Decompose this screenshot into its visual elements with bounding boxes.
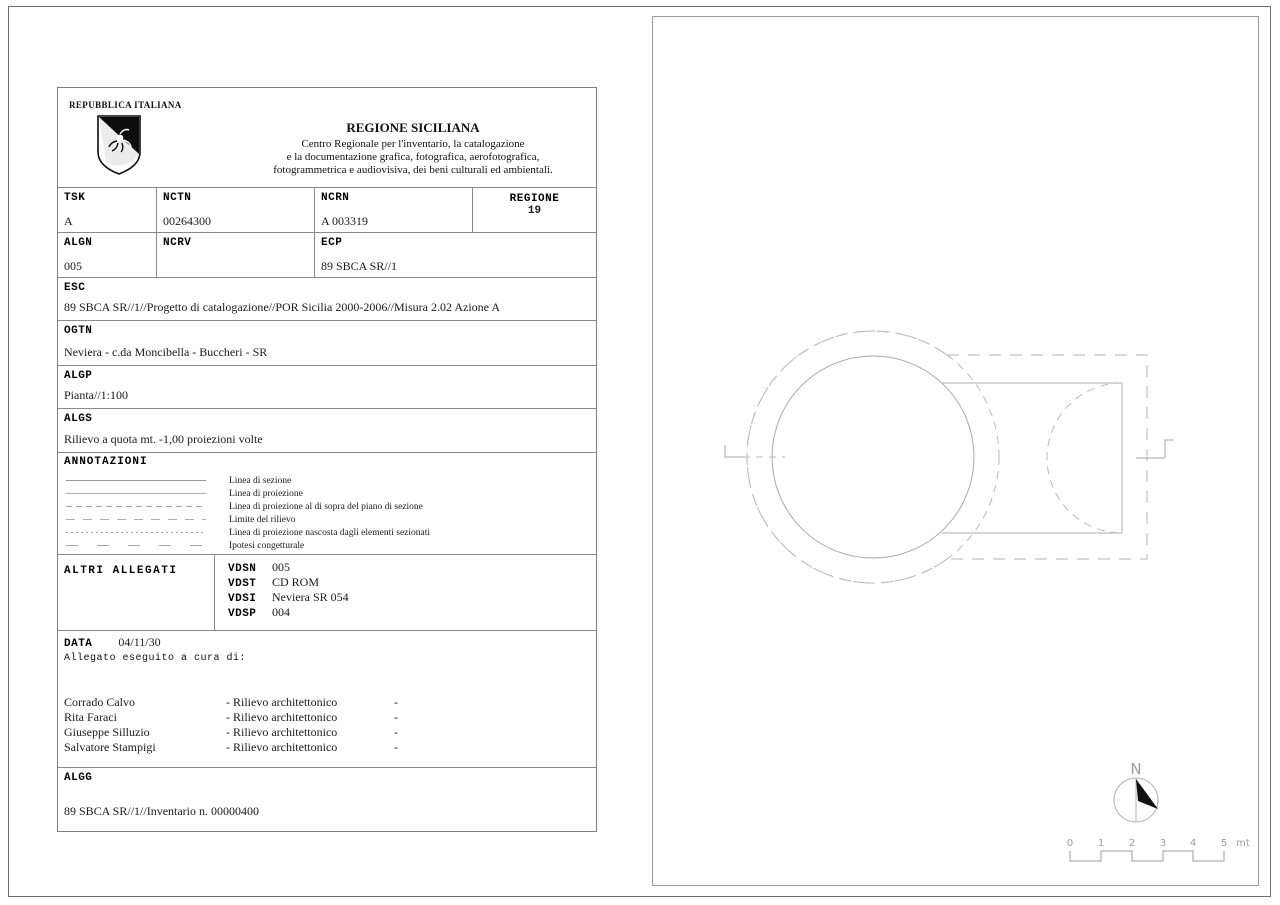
algg-label: ALGG	[64, 772, 93, 784]
legend-label: Linea di sezione	[229, 475, 292, 486]
region-subtitle-line-3: fotogrammetrica e audiovisiva, dei beni culturali ed ambientali.	[273, 164, 553, 176]
field-ecp	[315, 233, 596, 277]
algs-value: Rilievo a quota mt. -1,00 proiezioni volte	[64, 432, 263, 446]
field-algs	[58, 409, 596, 453]
legend-label: Linea di proiezione al di sopra del piano di sezione	[229, 501, 423, 512]
legend-label: Linea di proiezione nascosta dagli elementi sezionati	[229, 527, 431, 538]
hidden-line-sample	[66, 532, 206, 533]
section-mark-right	[1136, 440, 1174, 458]
ncrn-label: NCRN	[321, 192, 350, 204]
scale-bar	[1067, 838, 1250, 861]
form-header	[58, 88, 596, 188]
projection-line-sample	[66, 493, 206, 494]
vds-row	[228, 605, 596, 620]
vdsn-value: 005	[272, 560, 290, 574]
field-regione	[473, 188, 596, 232]
data-date: 04/11/30	[118, 635, 161, 649]
sicilia-coat-of-arms-icon	[96, 114, 142, 176]
republic-label: REPUBBLICA ITALIANA	[69, 100, 182, 110]
scale-bar-steps	[1070, 851, 1224, 861]
vds-row	[228, 590, 596, 605]
legend-row	[64, 526, 590, 539]
corridor-walls	[942, 383, 1122, 533]
tsk-value: A	[64, 214, 73, 228]
vdsi-value: Neviera SR 054	[272, 590, 349, 604]
neviera-plan-drawing	[653, 17, 1258, 885]
algs-label: ALGS	[64, 413, 93, 425]
algg-value: 89 SBCA SR//1//Inventario n. 00000400	[64, 804, 260, 818]
vdsp-value: 004	[272, 605, 290, 619]
ecp-value: 89 SBCA SR//1	[321, 259, 398, 273]
algn-value: 005	[64, 259, 82, 273]
contributor-suffix: -	[394, 710, 398, 724]
contributor-role: - Rilievo architettonico	[226, 710, 338, 724]
algn-label: ALGN	[64, 237, 93, 249]
survey-limit-line-sample	[66, 519, 206, 520]
field-esc	[58, 278, 596, 321]
contributor-suffix: -	[394, 695, 398, 709]
catalog-form	[57, 87, 597, 832]
legend-label: Linea di proiezione	[229, 488, 303, 499]
scale-tick-5: 5	[1220, 838, 1228, 849]
field-algn	[58, 233, 157, 277]
circular-chamber-wall	[772, 356, 974, 558]
header-right	[236, 88, 596, 187]
contributor-role: - Rilievo architettonico	[226, 695, 338, 709]
field-tsk	[58, 188, 157, 232]
scale-unit: mt	[1236, 838, 1250, 849]
ncrv-label: NCRV	[163, 237, 192, 249]
data-line	[64, 635, 590, 650]
scale-tick-1: 1	[1097, 838, 1105, 849]
contributor-row	[64, 740, 590, 755]
legend-row	[64, 513, 590, 526]
legend-label: Ipotesi congetturale	[229, 540, 305, 551]
algp-label: ALGP	[64, 370, 93, 382]
esc-label: ESC	[64, 282, 86, 294]
contributor-role: - Rilievo architettonico	[226, 740, 338, 754]
annotazioni-section	[58, 453, 596, 555]
regione-label: REGIONE	[509, 193, 560, 205]
contributor-name: Salvatore Stampigi	[64, 740, 156, 754]
scale-tick-0: 0	[1066, 838, 1074, 849]
vdsn-label: VDSN	[228, 563, 257, 575]
altri-allegati-section	[58, 555, 596, 631]
annotazioni-label: ANNOTAZIONI	[64, 456, 148, 468]
contributor-list	[64, 695, 590, 755]
vdst-label: VDST	[228, 578, 257, 590]
apse-projection	[1047, 383, 1122, 533]
vdsi-label: VDSI	[228, 593, 257, 605]
tsk-label: TSK	[64, 192, 86, 204]
field-ncrv	[157, 233, 315, 277]
altri-allegati-label: ALTRI ALLEGATI	[64, 565, 178, 577]
above-plane-line-sample	[66, 506, 206, 507]
contributor-suffix: -	[394, 740, 398, 754]
data-section	[58, 631, 596, 768]
contributor-name: Giuseppe Silluzio	[64, 725, 150, 739]
ogtn-value: Neviera - c.da Moncibella - Buccheri - SR	[64, 345, 268, 359]
code-row-1	[58, 188, 596, 233]
plan-drawing-panel	[652, 16, 1259, 886]
scale-tick-3: 3	[1159, 838, 1167, 849]
nctn-value: 00264300	[163, 214, 211, 228]
altri-allegati-header	[58, 555, 215, 630]
legend-row	[64, 487, 590, 500]
vdst-value: CD ROM	[272, 575, 320, 589]
legend-row	[64, 500, 590, 513]
vdsp-label: VDSP	[228, 608, 257, 620]
north-arrow-icon	[1114, 760, 1158, 822]
section-mark-left	[725, 445, 785, 457]
conjectural-line-sample	[66, 545, 206, 546]
algp-value: Pianta//1:100	[64, 388, 128, 402]
vds-row	[228, 575, 596, 590]
field-nctn	[157, 188, 315, 232]
field-ogtn	[58, 321, 596, 366]
code-row-2	[58, 233, 596, 278]
vds-row	[228, 560, 596, 575]
header-left	[58, 88, 236, 187]
legend-row	[64, 474, 590, 487]
scale-tick-2: 2	[1128, 838, 1136, 849]
field-ncrn	[315, 188, 473, 232]
regione-value: 19	[527, 205, 542, 217]
survey-limit-outline	[747, 331, 1147, 583]
north-label: N	[1130, 760, 1142, 778]
vds-list	[215, 555, 596, 630]
legend-row	[64, 539, 590, 552]
data-label: DATA	[64, 638, 93, 650]
contributor-name: Rita Faraci	[64, 710, 117, 724]
contributor-row	[64, 695, 590, 710]
field-algg	[58, 768, 596, 824]
legend-label: Limite del rilievo	[229, 514, 296, 525]
contributor-role: - Rilievo architettonico	[226, 725, 338, 739]
data-caption: Allegato eseguito a cura di:	[64, 653, 247, 664]
section-line-sample	[66, 480, 206, 481]
region-subtitle-line-2: e la documentazione grafica, fotografica, aerofotografica,	[286, 151, 540, 163]
ogtn-label: OGTN	[64, 325, 93, 337]
ecp-label: ECP	[321, 237, 343, 249]
contributor-name: Corrado Calvo	[64, 695, 135, 709]
field-algp	[58, 366, 596, 409]
region-title: REGIONE SICILIANA	[346, 120, 480, 135]
contributor-row	[64, 725, 590, 740]
esc-value: 89 SBCA SR//1//Progetto di catalogazione//POR Sicilia 2000-2006//Misura 2.02 Azione A	[64, 300, 500, 314]
region-subtitle-line-1: Centro Regionale per l'inventario, la catalogazione	[301, 138, 525, 150]
scale-tick-4: 4	[1189, 838, 1197, 849]
nctn-label: NCTN	[163, 192, 192, 204]
contributor-suffix: -	[394, 725, 398, 739]
contributor-row	[64, 710, 590, 725]
ncrn-value: A 003319	[321, 214, 369, 228]
